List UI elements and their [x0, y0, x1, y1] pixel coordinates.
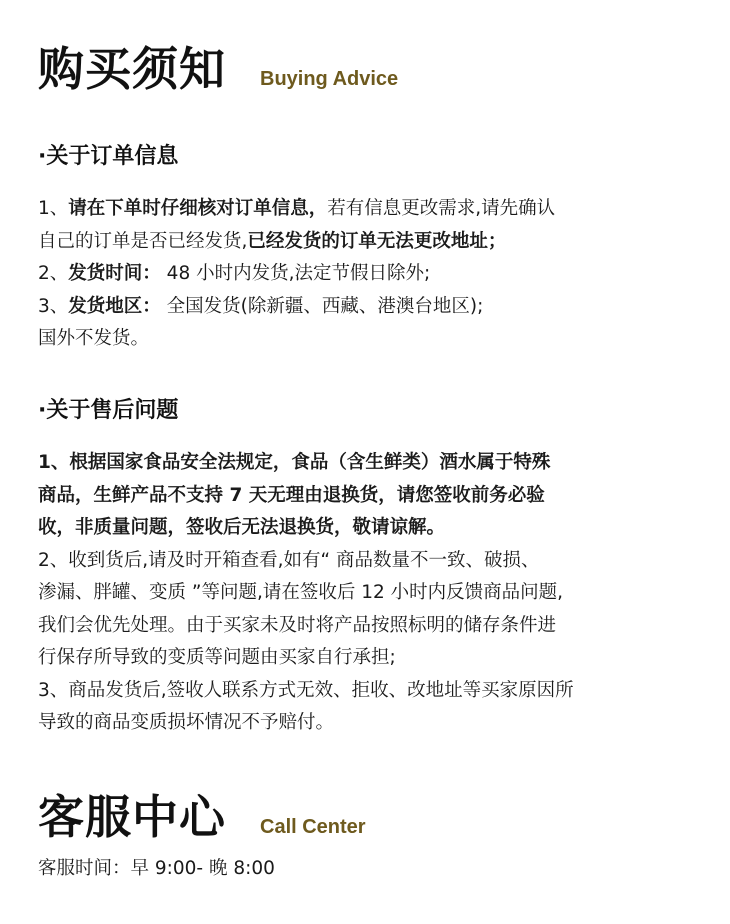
order-info-line: 2、发货时间： 48 小时内发货,法定节假日除外; [38, 263, 431, 284]
after-sales-line: 3、商品发货后,签收人联系方式无效、拒收、改地址等买家原因所 [38, 679, 574, 701]
after-sales-body [38, 447, 698, 740]
service-hours [38, 853, 698, 886]
after-sales-line: 收，非质量问题，签收后无法退换货，敬请谅解。 [38, 517, 446, 538]
service-center-title: 客服中心 [38, 790, 226, 844]
after-sales-line: 商品，生鲜产品不支持 7 天无理由退换货，请您签收前务必验 [38, 484, 545, 506]
after-sales-line: 2、收到货后,请及时开箱查看,如有“ 商品数量不一致、破损、 [38, 549, 540, 571]
service-center-heading [38, 790, 366, 844]
service-hours-text: 客服时间：早 9:00- 晚 8:00 [38, 858, 275, 879]
after-sales-line: 我们会优先处理。由于买家未及时将产品按照标明的储存条件进 [38, 614, 557, 636]
service-center-title-en: Call Center [260, 816, 366, 838]
after-sales-line: 渗漏、胖罐、变质 ”等问题,请在签收后 12 小时内反馈商品问题, [38, 582, 564, 603]
order-info-line: 1、请在下单时仔细核对订单信息，若有信息更改需求,请先确认 [38, 198, 556, 219]
after-sales-line: 导致的商品变质损坏情况不予赔付。 [38, 712, 335, 733]
purchase-notice-heading [38, 42, 399, 96]
order-info-line: 3、发货地区： 全国发货(除新疆、西藏、港澳台地区); [38, 295, 484, 317]
order-info-heading: ·关于订单信息 [38, 144, 179, 169]
purchase-notice-title: 购买须知 [38, 42, 226, 96]
after-sales-heading: ·关于售后问题 [38, 398, 179, 423]
after-sales-line: 1、根据国家食品安全法规定，食品（含生鲜类）酒水属于特殊 [38, 452, 551, 473]
purchase-notice-title-en: Buying Advice [260, 68, 399, 90]
order-info-line: 国外不发货。 [38, 328, 150, 349]
order-info-body [38, 193, 698, 356]
order-info-line: 自己的订单是否已经发货,已经发货的订单无法更改地址； [38, 230, 507, 252]
after-sales-line: 行保存所导致的变质等问题由买家自行承担; [38, 647, 396, 668]
